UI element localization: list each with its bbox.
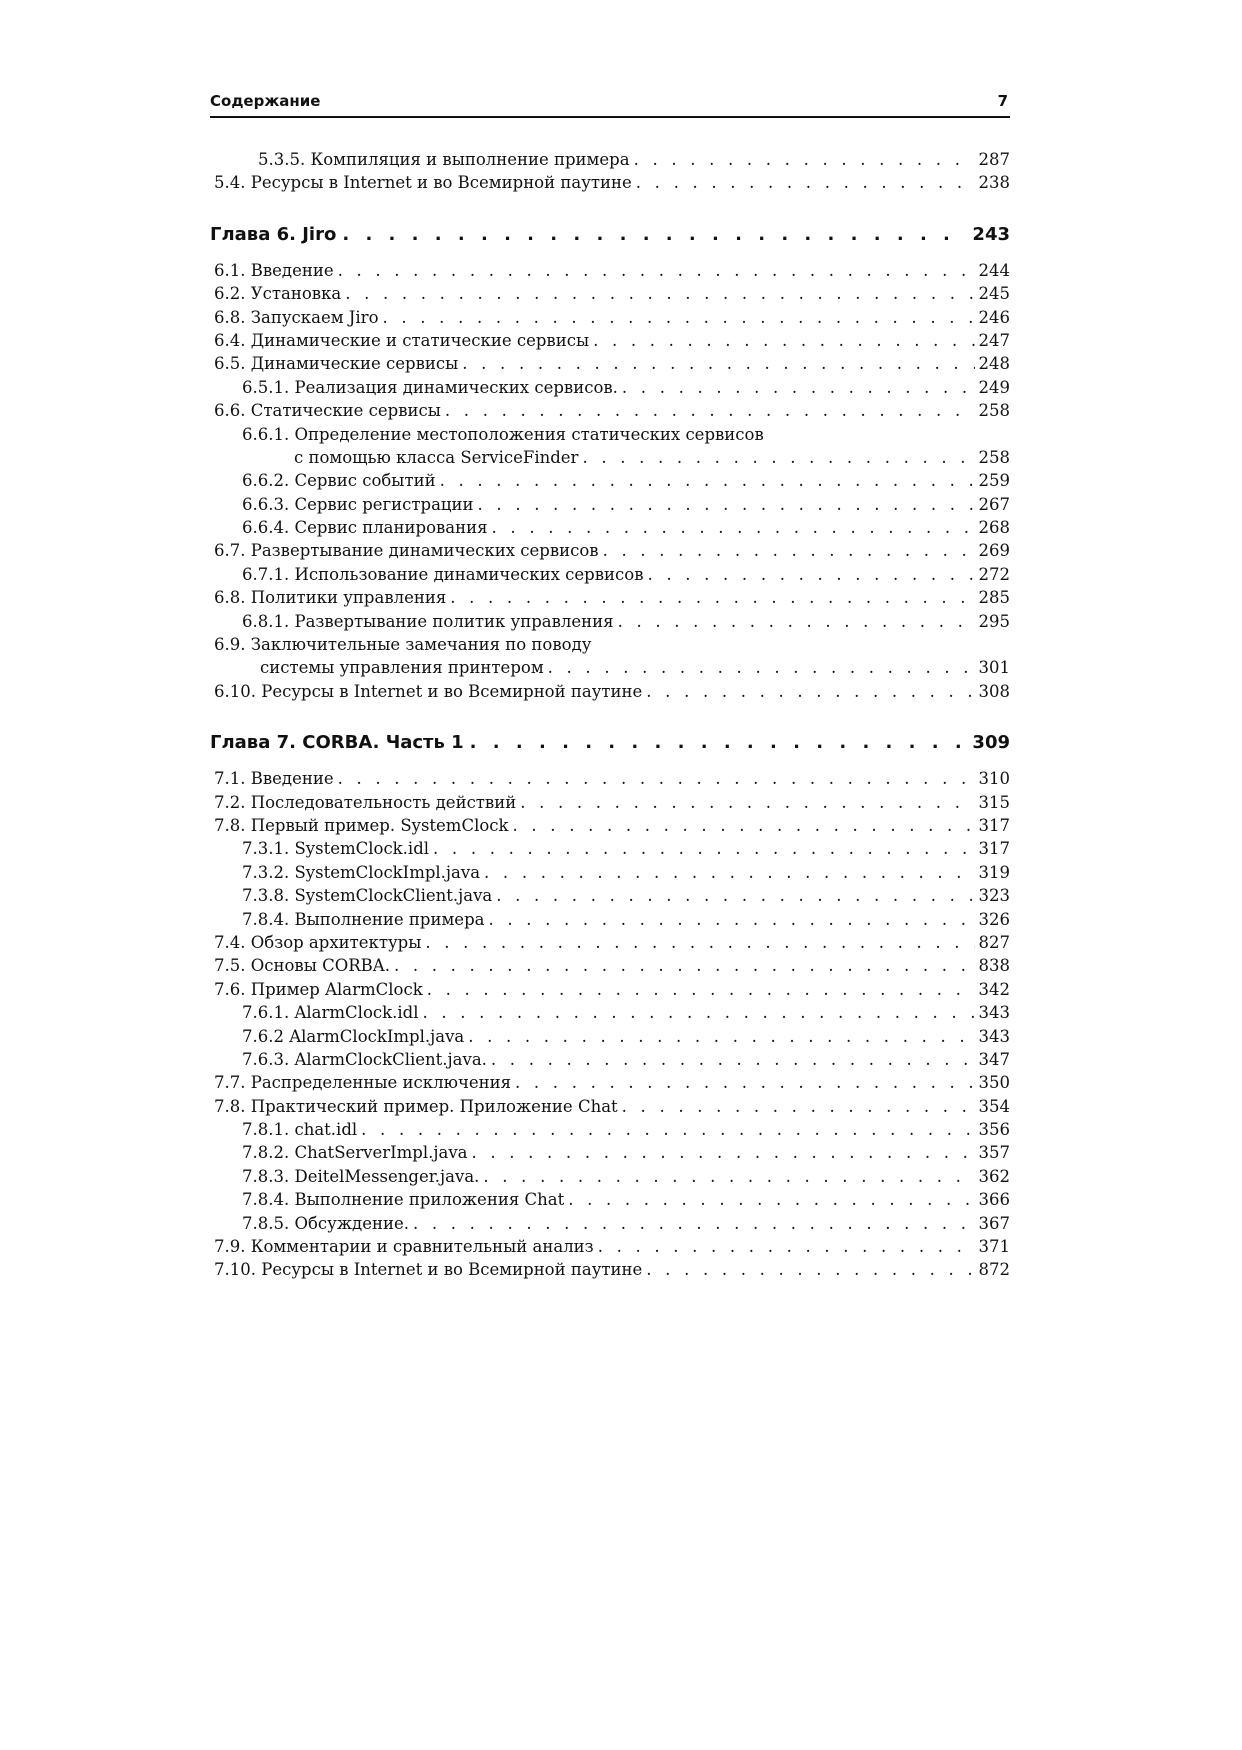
- toc-entry-page: 272: [978, 564, 1010, 584]
- toc-entry: [210, 1025, 1010, 1048]
- toc-entry-title: 7.2. Последовательность действий: [214, 792, 517, 812]
- dot-leader: [568, 1188, 974, 1211]
- toc-entry-page: 238: [978, 173, 1010, 193]
- dot-leader: [483, 1165, 974, 1188]
- toc-entry-page: 317: [978, 815, 1010, 835]
- toc-entry-title: 7.8.1. chat.idl: [242, 1120, 358, 1140]
- toc-entry-title: 7.4. Обзор архитектуры: [214, 932, 422, 952]
- table-of-contents: [210, 148, 1010, 1282]
- toc-entry: [210, 171, 1010, 194]
- toc-entry: [210, 1235, 1010, 1258]
- toc-entry: [210, 1095, 1010, 1118]
- toc-entry: [210, 329, 1010, 352]
- toc-entry-title: 6.8. Запускаем Jiro: [214, 307, 379, 327]
- dot-leader: [492, 516, 975, 539]
- toc-entry: [210, 837, 1010, 860]
- toc-entry-title: 5.4. Ресурсы в Internet и во Всемирной паутине: [214, 173, 632, 193]
- toc-entry-continuation: [210, 656, 1010, 679]
- toc-entry-title: 6.5.1. Реализация динамических сервисов.: [242, 377, 618, 397]
- toc-entry-title: 6.10. Ресурсы в Internet и во Всемирной паутине: [214, 681, 643, 701]
- toc-entry-title: 7.6. Пример AlarmClock: [214, 979, 423, 999]
- toc-entry: [210, 282, 1010, 305]
- chapter-page: 309: [972, 732, 1010, 754]
- toc-entry: [210, 1141, 1010, 1164]
- toc-entry-title: 6.1. Введение: [214, 260, 334, 280]
- toc-entry-title: 7.7. Распределенные исключения: [214, 1073, 512, 1093]
- dot-leader: [603, 539, 975, 562]
- dot-leader: [646, 680, 974, 703]
- dot-leader: [634, 148, 975, 171]
- dot-leader: [488, 908, 974, 931]
- dot-leader: [462, 352, 974, 375]
- toc-entry-page: 259: [978, 471, 1010, 491]
- toc-entry: [210, 954, 1010, 977]
- dot-leader: [548, 656, 975, 679]
- toc-entry: [210, 586, 1010, 609]
- toc-entry: [210, 306, 1010, 329]
- dot-leader: [618, 610, 975, 633]
- toc-entry-title: 7.3.8. SystemClockClient.java: [242, 886, 493, 906]
- toc-entry-page: 323: [978, 886, 1010, 906]
- toc-entry-title: 7.5. Основы CORBA.: [214, 956, 390, 976]
- toc-entry-title: 5.3.5. Компиляция и выполнение примера: [258, 150, 630, 169]
- toc-entry-page: 343: [978, 1026, 1010, 1046]
- toc-entry: [210, 423, 1010, 446]
- toc-entry-page: 246: [978, 307, 1010, 327]
- dot-leader: [496, 884, 974, 907]
- toc-entry-title: 6.6.1. Определение местоположения статических сервисов: [242, 424, 764, 444]
- toc-entry-title: 7.8. Практический пример. Приложение Chat: [214, 1096, 618, 1116]
- toc-entry-title: 6.8. Политики управления: [214, 588, 447, 608]
- toc-entry: [210, 469, 1010, 492]
- toc-entry-title: 7.6.2 AlarmClockImpl.java: [242, 1026, 465, 1046]
- toc-entry-page: 295: [978, 611, 1010, 631]
- dot-leader: [491, 1048, 975, 1071]
- toc-entry: [210, 610, 1010, 633]
- toc-entry-page: 249: [978, 377, 1010, 397]
- toc-entry-page: 315: [978, 792, 1010, 812]
- toc-entry-title: 6.6. Статические сервисы: [214, 401, 441, 421]
- dot-leader: [342, 217, 966, 253]
- dot-leader: [646, 1258, 974, 1281]
- toc-entry: [210, 680, 1010, 703]
- toc-entry-continuation: [210, 446, 1010, 469]
- toc-entry: [210, 352, 1010, 375]
- toc-entry-page: 245: [978, 284, 1010, 304]
- toc-entry-title: 7.8.2. ChatServerImpl.java: [242, 1143, 468, 1163]
- dot-leader: [515, 1071, 974, 1094]
- toc-entry: [210, 259, 1010, 282]
- toc-entry-title: 7.8.5. Обсуждение.: [242, 1213, 409, 1233]
- toc-entry-title: 7.6.1. AlarmClock.idl: [242, 1003, 419, 1023]
- toc-entry-title: с помощью класса ServiceFinder: [294, 447, 579, 467]
- dot-leader: [433, 837, 974, 860]
- toc-entry-page: 317: [978, 839, 1010, 859]
- toc-entry: [210, 1188, 1010, 1211]
- toc-entry-page: 343: [978, 1003, 1010, 1023]
- toc-entry-title: 6.6.3. Сервис регистрации: [242, 494, 474, 514]
- dot-leader: [425, 931, 974, 954]
- dot-leader: [468, 1025, 974, 1048]
- dot-leader: [338, 767, 975, 790]
- dot-leader: [520, 791, 974, 814]
- toc-entry-title: 6.5. Динамические сервисы: [214, 354, 459, 374]
- toc-entry-title: 7.3.1. SystemClock.idl: [242, 839, 430, 859]
- toc-entry: [210, 493, 1010, 516]
- toc-entry-page: 347: [978, 1049, 1010, 1069]
- toc-entry-page: 354: [978, 1096, 1010, 1116]
- toc-entry: [210, 1001, 1010, 1024]
- dot-leader: [361, 1118, 974, 1141]
- toc-entry: [210, 861, 1010, 884]
- toc-entry-page: 248: [978, 354, 1010, 374]
- toc-entry-title: 7.8.4. Выполнение примера: [242, 909, 485, 929]
- dot-leader: [636, 171, 975, 194]
- toc-entry: [210, 1048, 1010, 1071]
- toc-entry-title: системы управления принтером: [260, 658, 544, 678]
- toc-entry-page: 872: [978, 1260, 1010, 1280]
- toc-entry: [210, 1212, 1010, 1235]
- toc-entry-page: 350: [978, 1073, 1010, 1093]
- dot-leader: [440, 469, 975, 492]
- running-header: [210, 90, 1010, 118]
- dot-leader: [484, 861, 974, 884]
- dot-leader: [622, 1095, 975, 1118]
- toc-entry-title: 6.7. Развертывание динамических сервисов: [214, 541, 599, 561]
- toc-entry: [210, 376, 1010, 399]
- running-header-title: Содержание: [210, 92, 321, 110]
- chapter-page: 243: [972, 223, 1010, 245]
- toc-entry: [210, 1118, 1010, 1141]
- toc-entry-page: 268: [978, 518, 1010, 538]
- toc-entry-title: 6.4. Динамические и статические сервисы: [214, 330, 590, 350]
- toc-entry-page: 326: [978, 909, 1010, 929]
- toc-entry: [210, 884, 1010, 907]
- toc-entry-title: 7.8. Первый пример. SystemClock: [214, 815, 509, 835]
- toc-entry-page: 362: [978, 1166, 1010, 1186]
- toc-entry-title: 6.2. Установка: [214, 284, 342, 304]
- toc-entry-page: 244: [978, 260, 1010, 280]
- dot-leader: [413, 1212, 975, 1235]
- toc-entry-page: 827: [978, 932, 1010, 952]
- toc-entry: [210, 931, 1010, 954]
- toc-entry: [210, 399, 1010, 422]
- dot-leader: [422, 1001, 974, 1024]
- toc-entry-title: 7.1. Введение: [214, 769, 334, 789]
- dot-leader: [470, 725, 967, 761]
- toc-entry-page: 838: [978, 956, 1010, 976]
- toc-entry-page: 258: [978, 401, 1010, 421]
- dot-leader: [478, 493, 975, 516]
- toc-entry-title: 7.3.2. SystemClockImpl.java: [242, 862, 481, 882]
- toc-entry-title: 6.8.1. Развертывание политик управления: [242, 611, 614, 631]
- toc-entry-page: 356: [978, 1120, 1010, 1140]
- toc-entry-title: 7.8.4. Выполнение приложения Chat: [242, 1190, 565, 1210]
- dot-leader: [513, 814, 975, 837]
- dot-leader: [427, 978, 975, 1001]
- dot-leader: [593, 329, 974, 352]
- toc-entry-title: 7.9. Комментарии и сравнительный анализ: [214, 1237, 594, 1257]
- toc-entry: [210, 814, 1010, 837]
- toc-entry: [210, 148, 1010, 171]
- toc-entry: [210, 1258, 1010, 1281]
- toc-entry-page: 357: [978, 1143, 1010, 1163]
- toc-entry: [210, 539, 1010, 562]
- toc-entry-title: 7.6.3. AlarmClockClient.java.: [242, 1049, 487, 1069]
- toc-entry-page: 308: [978, 681, 1010, 701]
- toc-entry-page: 367: [978, 1213, 1010, 1233]
- chapter-title: Глава 7. CORBA. Часть 1: [210, 732, 464, 754]
- toc-entry-page: 247: [978, 330, 1010, 350]
- toc-entry-page: 371: [978, 1237, 1010, 1257]
- toc-entry-page: 310: [978, 769, 1010, 789]
- dot-leader: [450, 586, 974, 609]
- dot-leader: [471, 1141, 974, 1164]
- toc-entry-page: 287: [978, 150, 1010, 169]
- toc-entry: [210, 1165, 1010, 1188]
- toc-entry-title: 6.6.2. Сервис событий: [242, 471, 436, 491]
- chapter-heading: [210, 725, 1010, 761]
- toc-entry-page: 366: [978, 1190, 1010, 1210]
- dot-leader: [598, 1235, 975, 1258]
- dot-leader: [338, 259, 975, 282]
- page-number: 7: [997, 92, 1008, 110]
- toc-entry-title: 6.9. Заключительные замечания по поводу: [214, 635, 592, 655]
- dot-leader: [383, 306, 975, 329]
- toc-entry: [210, 908, 1010, 931]
- toc-entry-title: 7.8.3. DeitelMessenger.java.: [242, 1166, 480, 1186]
- toc-entry: [210, 563, 1010, 586]
- toc-entry-title: 7.10. Ресурсы в Internet и во Всемирной паутине: [214, 1260, 643, 1280]
- dot-leader: [622, 376, 975, 399]
- toc-entry-title: 6.6.4. Сервис планирования: [242, 518, 488, 538]
- toc-entry-page: 269: [978, 541, 1010, 561]
- toc-entry: [210, 791, 1010, 814]
- chapter-heading: [210, 217, 1010, 253]
- chapter-title: Глава 6. Jiro: [210, 223, 337, 245]
- toc-entry-page: 285: [978, 588, 1010, 608]
- dot-leader: [647, 563, 974, 586]
- dot-leader: [445, 399, 975, 422]
- dot-leader: [394, 954, 975, 977]
- toc-entry: [210, 633, 1010, 656]
- toc-entry-page: 267: [978, 494, 1010, 514]
- toc-entry-page: 258: [978, 447, 1010, 467]
- toc-entry-page: 319: [978, 862, 1010, 882]
- toc-entry: [210, 767, 1010, 790]
- dot-leader: [582, 446, 974, 469]
- toc-entry-title: 6.7.1. Использование динамических сервисов: [242, 564, 644, 584]
- toc-entry: [210, 978, 1010, 1001]
- toc-entry-page: 301: [978, 658, 1010, 678]
- toc-entry: [210, 1071, 1010, 1094]
- toc-entry-page: 342: [978, 979, 1010, 999]
- dot-leader: [345, 282, 974, 305]
- toc-entry: [210, 516, 1010, 539]
